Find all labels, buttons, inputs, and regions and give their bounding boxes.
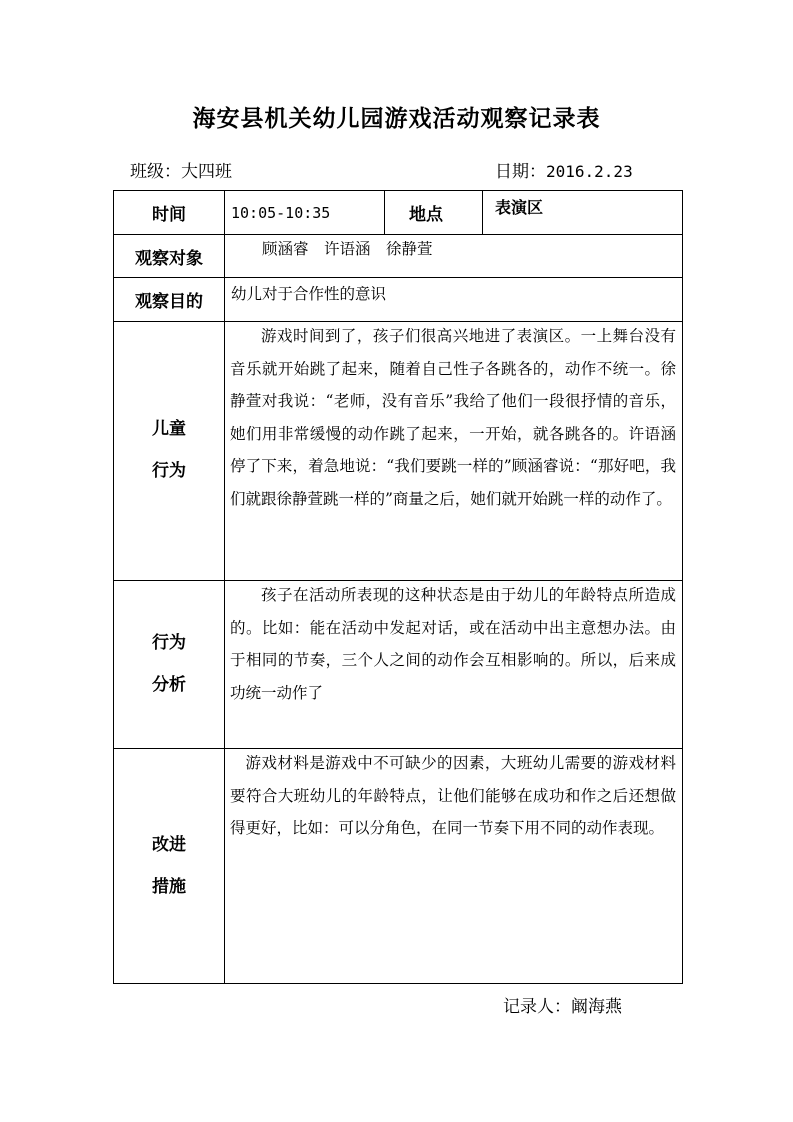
analysis-label-line1: 行为	[152, 633, 186, 653]
behavior-text: 游戏时间到了，孩子们很高兴地进了表演区。一上舞台没有音乐就开始跳了起来，随着自己性子各跳各的，动作不统一。徐静萱对我说：“老师，没有音乐”我给了他们一段很抒情的音乐，她们用非常缓慢的动作跳了起来，一开始，就各跳各的。许语涵停了下来，着急地说：“我们要跳一样的”顾涵睿说：“那好吧，我们就跟徐静萱跳一样的”商量之后，她们就开始跳一样的动作了。	[230, 327, 676, 508]
date-value: 2016.2.23	[546, 162, 633, 181]
table-border	[682, 190, 683, 984]
location-value: 表演区	[495, 198, 544, 217]
table-border	[224, 190, 225, 984]
date-field	[495, 157, 633, 182]
time-value: 10:05-10:35	[231, 204, 331, 222]
class-label: 班级：	[130, 162, 181, 182]
behavior-label-line2: 行为	[152, 461, 186, 481]
analysis-text: 孩子在活动所表现的这种状态是由于幼儿的年龄特点所造成的。比如：能在活动中发起对话，或在活动中出主意想办法。由于相同的节奏，三个人之间的动作会互相影响的。所以，后来成功统一动作了	[230, 586, 676, 702]
class-value: 大四班	[181, 162, 232, 182]
date-label: 日期：	[495, 162, 546, 182]
improvement-label-line2: 措施	[152, 877, 186, 897]
analysis-label	[114, 622, 224, 706]
class-field	[130, 157, 232, 182]
improvement-label	[114, 824, 224, 908]
recorder: 记录人：阚海燕	[503, 997, 622, 1017]
subject-value: 顾涵睿 许语涵 徐静萱	[262, 240, 433, 258]
purpose-value: 幼儿对于合作性的意识	[231, 285, 387, 303]
improvement-label-line1: 改进	[152, 835, 186, 855]
time-label: 时间	[152, 205, 186, 225]
location-label: 地点	[409, 205, 443, 225]
behavior-label	[114, 408, 224, 492]
behavior-label-line1: 儿童	[152, 419, 186, 439]
table-border	[113, 983, 683, 984]
purpose-label: 观察目的	[135, 292, 203, 312]
analysis-label-line2: 分析	[152, 675, 186, 695]
subject-label: 观察对象	[135, 248, 203, 269]
table-border	[482, 190, 483, 235]
page-title: 海安县机关幼儿园游戏活动观察记录表	[192, 105, 601, 132]
improvement-text: 游戏材料是游戏中不可缺少的因素，大班幼儿需要的游戏材料要符合大班幼儿的年龄特点，让他们能够在成功和作之后还想做得更好，比如：可以分角色，在同一节奏下用不同的动作表现。	[230, 754, 676, 837]
